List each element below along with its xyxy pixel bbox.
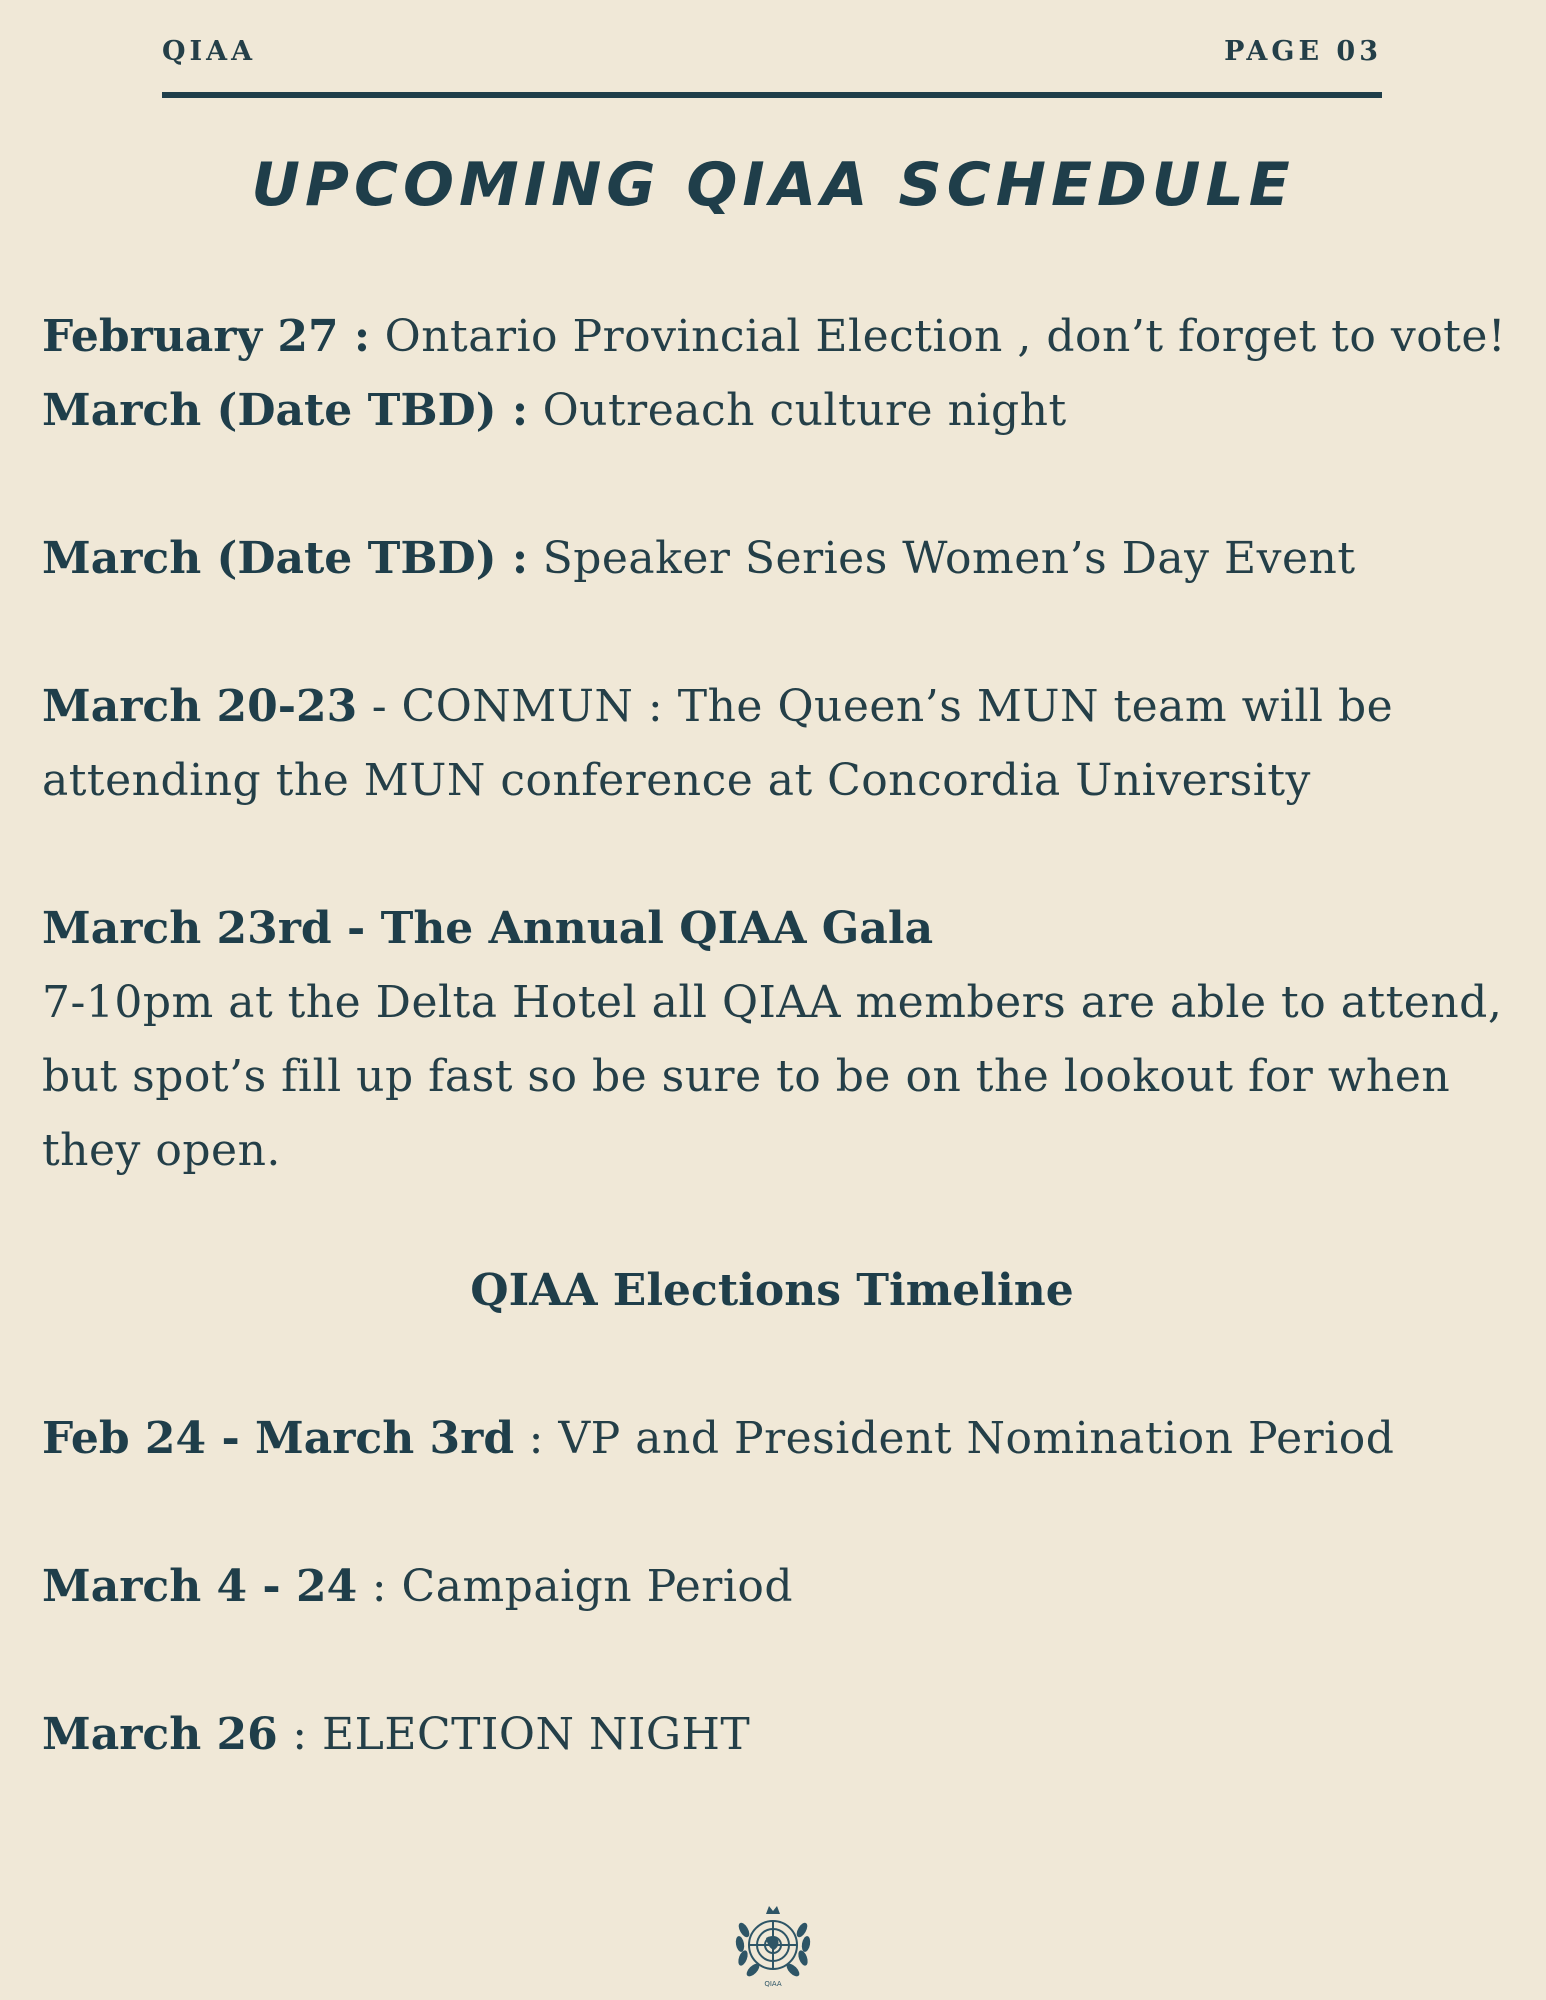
election-item (42, 1402, 1522, 1476)
schedule-text-continued: attending the MUN conference at Concordia University (42, 755, 1311, 806)
election-date: March 4 - 24 (42, 1561, 358, 1612)
election-item (42, 1550, 1522, 1624)
elections-heading: QIAA Elections Timeline (470, 1265, 1074, 1316)
gala-details-2: but spot’s fill up fast so be sure to be on the lookout for when (42, 1051, 1451, 1102)
gala-heading: March 23rd - The Annual QIAA Gala (42, 903, 934, 954)
schedule-text: Speaker Series Women’s Day Event (528, 533, 1356, 584)
election-text: : Campaign Period (357, 1561, 794, 1612)
page-title: UPCOMING QIAA SCHEDULE (251, 150, 1295, 220)
schedule-text: Outreach culture night (528, 385, 1067, 436)
schedule-content (42, 300, 1522, 1772)
schedule-text: Ontario Provincial Election , don’t forget to vote! (370, 311, 1507, 362)
page-header (162, 36, 1382, 98)
page-number: PAGE 03 (1224, 36, 1382, 67)
election-text: : ELECTION NIGHT (277, 1709, 751, 1760)
election-item (42, 1698, 1522, 1772)
election-text: : VP and President Nomination Period (514, 1413, 1395, 1464)
election-date: March 26 (42, 1709, 278, 1760)
gala-details-3: they open. (42, 1125, 281, 1176)
schedule-item (42, 374, 1522, 448)
schedule-item (42, 522, 1522, 596)
un-emblem-icon (726, 1900, 820, 1990)
schedule-item (42, 300, 1522, 374)
schedule-date: February 27 : (42, 311, 371, 362)
schedule-item (42, 670, 1522, 744)
emblem-label: QIAA (764, 1980, 782, 1988)
schedule-date: March (Date TBD) : (42, 385, 529, 436)
election-date: Feb 24 - March 3rd (42, 1413, 515, 1464)
schedule-date: March (Date TBD) : (42, 533, 529, 584)
schedule-date: March 20-23 (42, 681, 358, 732)
gala-details-1: 7-10pm at the Delta Hotel all QIAA members are able to attend, (42, 977, 1503, 1028)
header-org: QIAA (162, 36, 257, 67)
schedule-text: - CONMUN : The Queen’s MUN team will be (357, 681, 1394, 732)
